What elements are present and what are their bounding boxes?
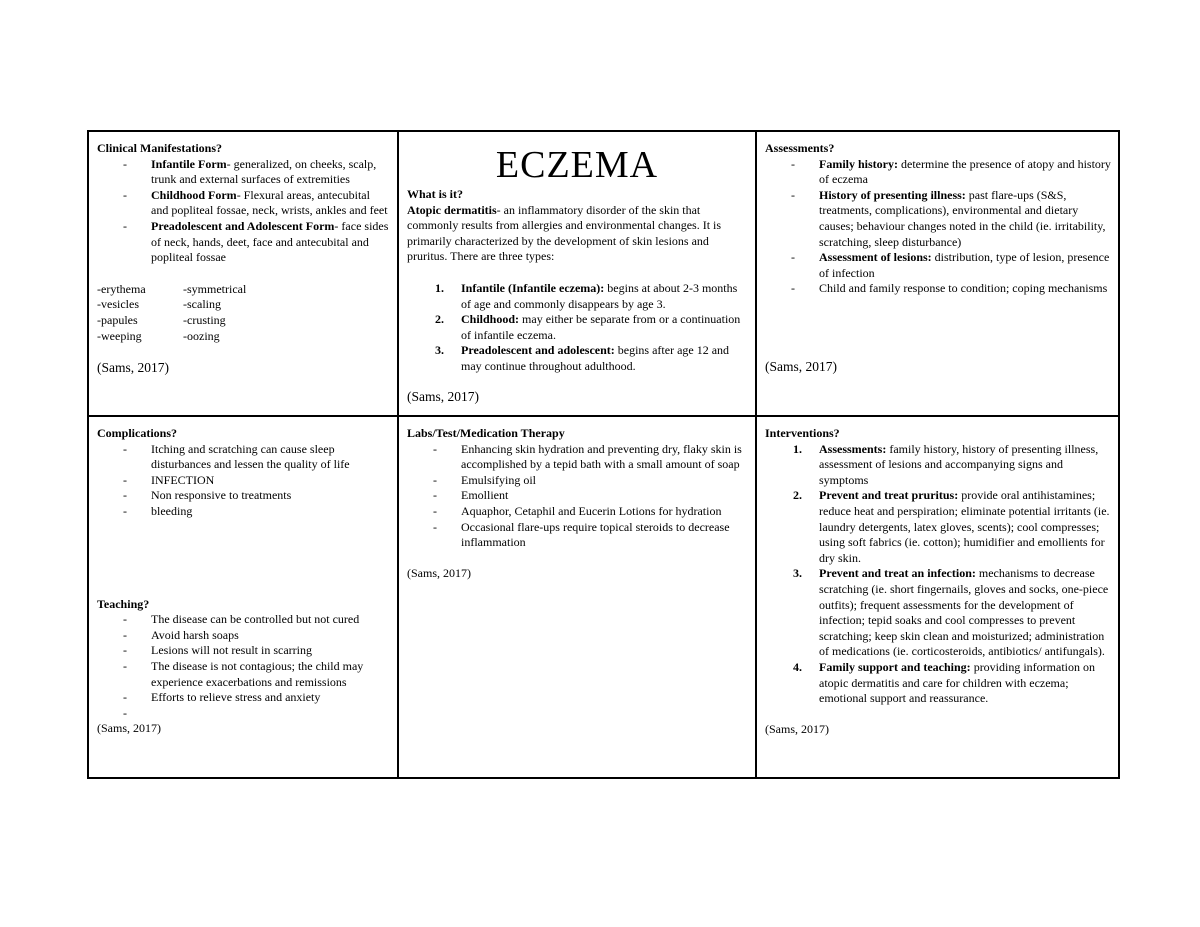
list-item — [407, 281, 747, 312]
list-item: - Aquaphor, Cetaphil and Eucerin Lotions for hydration — [433, 503, 722, 518]
item-bold: Prevent and treat an infection: — [819, 566, 976, 581]
list-item: - Enhancing skin hydration and preventing dry, flaky skin is accomplished by a tepid bath with a small amount of soap — [433, 441, 742, 472]
item-text: begins at about 2-3 months of age and commonly disappears by age 3. — [461, 280, 738, 311]
item-text: The disease can be controlled but not cured — [151, 612, 360, 627]
eczema-types-list — [407, 281, 747, 375]
assessments-list — [765, 157, 1112, 297]
term: -vesicles — [97, 297, 139, 312]
list-item: - Occasional flare-ups require topical steroids to decrease inflammation — [433, 519, 730, 550]
item-text: Efforts to relieve stress and anxiety — [151, 690, 321, 705]
list-item — [765, 488, 1112, 566]
item-number: 4. — [793, 659, 802, 674]
item-bold: Assessment of lesions: — [819, 250, 932, 265]
item-bold: History of presenting illness: — [819, 187, 966, 202]
item-bold: Family support and teaching: — [819, 659, 971, 674]
item-text: - generalized, on cheeks, scalp, trunk and external surfaces of extremities — [151, 156, 377, 187]
item-text: determine the presence of atopy and history of eczema — [819, 156, 1111, 187]
item-text: - face sides of neck, hands, deet, face and antecubital and popliteal fossae — [151, 218, 389, 265]
item-bold: Preadolescent and Adolescent Form — [151, 218, 335, 233]
list-item: - Lesions will not result in scarring — [123, 643, 312, 658]
item-bold: Preadolescent and adolescent: — [461, 343, 615, 358]
definition — [407, 203, 747, 265]
interventions-heading: Interventions? — [765, 426, 840, 440]
interventions-cell — [757, 417, 1120, 779]
citation: (Sams, 2017) — [765, 358, 837, 374]
item-text: begins after age 12 and may continue throughout adulthood. — [461, 343, 730, 373]
item-text: - Flexural areas, antecubital and popliteal fossae, neck, wrists, ankles and feet — [151, 187, 388, 218]
item-text: distribution, type of lesion, presence of infection — [819, 250, 1110, 280]
item-text: Lesions will not result in scarring — [151, 643, 312, 658]
item-bold: Family history: — [819, 156, 898, 171]
complications-teaching-cell — [89, 417, 397, 779]
list-item: - Childhood Form- Flexural areas, antecubital and popliteal fossae, neck, wrists, ankles and feet — [123, 187, 388, 218]
page-title: ECZEMA — [495, 144, 659, 186]
item-text: Itching and scratching can cause sleep disturbances and lessen the quality of life — [151, 441, 350, 472]
list-item: - Assessment of lesions: distribution, type of lesion, presence of infection — [791, 250, 1110, 280]
interventions-list — [765, 442, 1112, 707]
list-item: - Child and family response to condition; coping mechanisms — [791, 281, 1108, 296]
item-text: providing information on atopic dermatitis and care for children with eczema; emotional support and reassurance. — [819, 659, 1096, 706]
labs-list — [407, 442, 747, 551]
list-item: - The disease is not contagious; the child may experience exacerbations and remissions — [123, 658, 364, 689]
term: -oozing — [183, 328, 220, 343]
list-item: - bleeding — [123, 503, 193, 518]
item-text: Emulsifying oil — [461, 472, 536, 487]
item-text: provide oral antihistamines; reduce heat and perspiration; eliminate potential irritants (ie. laundry detergents, latex gloves, scents); cool compresses; using soft fabrics (ie. cotton); humidifier and emollients for dry skin. — [819, 488, 1110, 565]
item-bold: Infantile (Infantile eczema): — [461, 280, 605, 295]
list-item — [765, 442, 1112, 489]
item-bold: Assessments: — [819, 441, 887, 456]
eczema-definition-cell — [399, 132, 755, 415]
list-item — [407, 343, 747, 374]
clinical-heading: Clinical Manifestations? — [97, 141, 222, 155]
item-text: mechanisms to decrease scratching (ie. short fingernails, gloves and socks, one-piece outfits); frequent assessments for the development of infection; tepid soaks and cool compresses to prevent scratching; keep skin clean and moisturized; administration of medications (ie. corticosteroids, antibiotics/ antifungals). — [819, 566, 1109, 659]
list-item: - — [123, 705, 127, 720]
item-text: The disease is not contagious; the child may experience exacerbations and remissions — [151, 658, 364, 689]
complications-heading: Complications? — [97, 426, 178, 440]
labs-heading: Labs/Test/Medication Therapy — [407, 426, 565, 440]
list-item: - Emulsifying oil — [433, 472, 536, 487]
list-item — [765, 660, 1112, 707]
definition-text: - an inflammatory disorder of the skin that commonly results from allergies and environmental changes. It is primarily characterized by the development of skin lesions and pruritus. There are three types: — [407, 202, 722, 264]
item-text: Aquaphor, Cetaphil and Eucerin Lotions for hydration — [461, 503, 722, 518]
list-item — [407, 312, 747, 343]
list-item — [765, 566, 1112, 660]
citation: (Sams, 2017) — [97, 721, 161, 736]
assessments-heading: Assessments? — [765, 141, 835, 155]
item-number: 3. — [793, 566, 802, 581]
symptom-terms — [97, 282, 389, 344]
item-text: Avoid harsh soaps — [151, 627, 239, 642]
list-item: - Preadolescent and Adolescent Form- face sides of neck, hands, deet, face and antecubital and popliteal fossae — [123, 218, 389, 265]
item-number: 3. — [435, 343, 444, 358]
item-text: bleeding — [151, 503, 193, 518]
item-text: may either be separate from or a continuation of infantile eczema. — [461, 312, 741, 342]
labs-medication-cell — [399, 417, 755, 779]
citation: (Sams, 2017) — [765, 721, 829, 736]
list-item: - Emollient — [433, 488, 509, 503]
item-number: 2. — [435, 312, 444, 327]
what-is-it-heading: What is it? — [407, 187, 464, 201]
list-item: - The disease can be controlled but not cured — [123, 612, 360, 627]
term: -papules — [97, 312, 138, 327]
item-text: INFECTION — [151, 472, 215, 487]
teaching-heading: Teaching? — [97, 596, 150, 611]
item-number: 1. — [435, 280, 444, 295]
list-item: - Efforts to relieve stress and anxiety — [123, 690, 321, 705]
item-text: Non responsive to treatments — [151, 488, 292, 503]
assessments-cell — [757, 132, 1120, 415]
list-item: - Non responsive to treatments — [123, 488, 292, 503]
list-item: - History of presenting illness: past flare-ups (S&S, treatments, complications), environmental and dietary causes; behaviour changes noted in the child (ie. irritability, scratching, sleep disturbance) — [791, 187, 1106, 249]
complications-list — [97, 442, 389, 520]
term: -erythema — [97, 281, 146, 296]
teaching-list — [97, 612, 389, 721]
item-bold: Childhood: — [461, 312, 520, 327]
item-text: Emollient — [461, 488, 509, 503]
definition-term: Atopic dermatitis — [407, 202, 497, 217]
item-number: 2. — [793, 488, 802, 503]
item-text: Enhancing skin hydration and preventing dry, flaky skin is accomplished by a tepid bath with a small amount of soap — [461, 441, 742, 472]
list-item: - Itching and scratching can cause sleep disturbances and lessen the quality of life — [123, 441, 350, 472]
citation: (Sams, 2017) — [407, 565, 471, 580]
item-text: Occasional flare-ups require topical steroids to decrease inflammation — [461, 519, 730, 550]
term: -symmetrical — [183, 281, 247, 296]
list-item: - Infantile Form- generalized, on cheeks, scalp, trunk and external surfaces of extremities — [123, 156, 377, 187]
item-text: past flare-ups (S&S, treatments, complications), environmental and dietary causes; behaviour changes noted in the child (ie. irritability, scratching, sleep disturbance) — [819, 187, 1106, 249]
term: -crusting — [183, 312, 226, 327]
term: -weeping — [97, 328, 142, 343]
list-item: - Family history: determine the presence of atopy and history of eczema — [791, 156, 1111, 187]
list-item: - Avoid harsh soaps — [123, 627, 239, 642]
term: -scaling — [183, 297, 221, 312]
item-number: 1. — [793, 441, 802, 456]
clinical-manifestations-cell — [89, 132, 397, 415]
list-item: - INFECTION — [123, 472, 215, 487]
item-text: Child and family response to condition; coping mechanisms — [819, 281, 1108, 296]
clinical-list — [97, 157, 389, 266]
item-text: family history, history of presenting illness, assessment of lesions and accompanying signs and symptoms — [819, 441, 1099, 487]
citation: (Sams, 2017) — [97, 360, 169, 376]
item-bold: Infantile Form — [151, 156, 227, 171]
eczema-concept-map-table — [87, 130, 1120, 779]
item-bold: Prevent and treat pruritus: — [819, 488, 959, 503]
citation: (Sams, 2017) — [407, 388, 479, 404]
item-bold: Childhood Form — [151, 187, 237, 202]
